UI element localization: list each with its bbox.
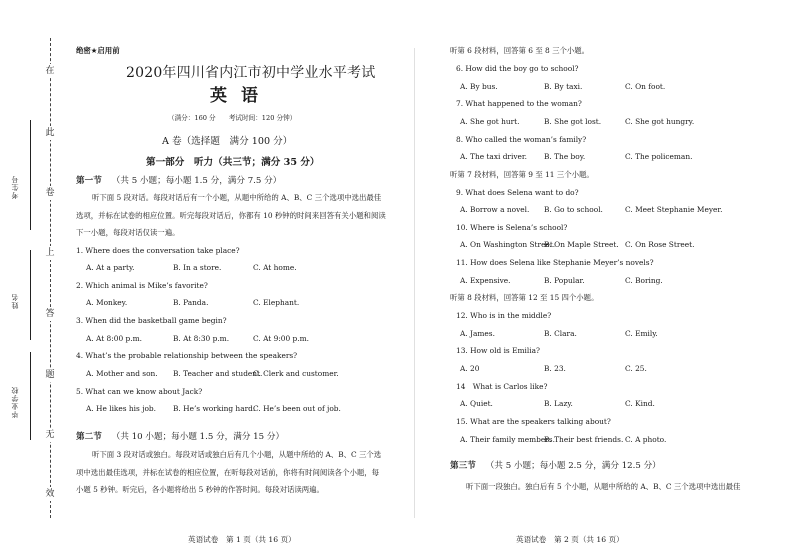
q12-option-b[interactable]: B. Clara. xyxy=(544,329,577,338)
q6-option-c[interactable]: C. On foot. xyxy=(625,82,666,91)
page-1-footer xyxy=(188,536,296,544)
section-1-title: 第一节 xyxy=(76,176,102,186)
q13-option-c[interactable]: C. 25. xyxy=(625,364,647,373)
q8-option-c[interactable]: C. The policeman. xyxy=(625,152,693,161)
q11-option-a[interactable]: A. Expensive. xyxy=(460,276,511,285)
section-2-heading xyxy=(76,433,284,442)
section-3-heading xyxy=(450,462,661,471)
section-3-note: （共 5 小题；每小题 2.5 分，满分 12.5 分） xyxy=(485,461,661,471)
q14-option-a[interactable]: A. Quiet. xyxy=(460,399,493,408)
candidate-number-line[interactable] xyxy=(30,120,31,230)
q7-option-a[interactable]: A. She got hurt. xyxy=(460,117,520,126)
question-9: 9. What does Selena want to do? xyxy=(456,188,579,197)
candidate-number-label: 考生号 xyxy=(11,175,19,199)
q5-option-a[interactable]: A. He likes his job. xyxy=(86,404,157,413)
q8-option-b[interactable]: B. The boy. xyxy=(544,152,586,161)
q6-option-b[interactable]: B. By taxi. xyxy=(544,82,583,91)
q2-option-c[interactable]: C. Elephant. xyxy=(253,298,300,307)
group-6-intro: 听第 6 段材料，回答第 6 至 8 三个小题。 xyxy=(450,46,590,55)
question-1: 1. Where does the conversation take place? xyxy=(76,246,240,255)
binding-margin xyxy=(0,0,70,560)
school-line[interactable] xyxy=(30,352,31,440)
q4-option-a[interactable]: A. Mother and son. xyxy=(86,369,158,378)
question-14: 14 What is Carlos like? xyxy=(456,382,548,391)
q7-option-c[interactable]: C. She got hungry. xyxy=(625,117,695,126)
q15-option-a[interactable]: A. Their family members. xyxy=(460,435,555,444)
section-a-title: A 卷（选择题 满分 100 分） xyxy=(162,136,293,147)
seal-char: 效 xyxy=(43,487,57,501)
q11-option-b[interactable]: B. Popular. xyxy=(544,276,585,285)
seal-char: 上 xyxy=(43,246,57,260)
q14-option-c[interactable]: C. Kind. xyxy=(625,399,655,408)
section-2-instruction: 听下面 3 段对话或独白。每段对话或独白后有几个小题，从题中所给的 A、B、C 三个选项中选出最佳选项，并标在试卷的相应位置，在听每段对话前，你将有时间阅读各个小题，每小题 5 秒钟。听完后，各小题将给出 5 秒钟的作答时间。每段对话读两遍。 xyxy=(76,450,382,494)
question-7: 7. What happened to the woman? xyxy=(456,99,582,108)
q11-option-c[interactable]: C. Boring. xyxy=(625,276,663,285)
q13-option-a[interactable]: A. 20 xyxy=(460,364,480,373)
q6-option-a[interactable]: A. By bus. xyxy=(460,82,498,91)
seal-char: 卷 xyxy=(43,186,57,200)
question-12: 12. Who is in the middle? xyxy=(456,311,552,320)
q1-option-c[interactable]: C. At home. xyxy=(253,263,297,272)
seal-char: 题 xyxy=(43,368,57,382)
part-one-title: 第一部分 听力（共三节；满分 35 分） xyxy=(146,157,320,168)
question-15: 15. What are the speakers talking about? xyxy=(456,417,611,426)
page-divider xyxy=(414,48,415,518)
exam-title: 2020年四川省内江市初中学业水平考试 xyxy=(126,65,376,81)
section-3-instruction: 听下面一段独白。独白后有 5 个小题，从题中所给的 A、B、C 三个选项中选出最佳 xyxy=(466,482,741,491)
footer-page: 第 2 页（共 16 页） xyxy=(553,535,624,544)
page-2-footer xyxy=(516,536,624,544)
q5-option-b[interactable]: B. He’s working hard. xyxy=(173,404,256,413)
q3-option-b[interactable]: B. At 8:30 p.m. xyxy=(173,334,230,343)
question-11: 11. How does Selena like Stephanie Meyer’s novels? xyxy=(456,258,654,267)
seal-char: 在 xyxy=(43,64,57,78)
question-13: 13. How old is Emilia? xyxy=(456,346,540,355)
q3-option-a[interactable]: A. At 8:00 p.m. xyxy=(86,334,142,343)
group-8-intro: 听第 8 段材料，回答第 12 至 15 四个小题。 xyxy=(450,293,599,302)
question-3: 3. When did the basketball game begin? xyxy=(76,316,227,325)
q1-option-b[interactable]: B. In a store. xyxy=(173,263,222,272)
question-10: 10. Where is Selena’s school? xyxy=(456,223,568,232)
top-secret-mark: 绝密★启用前 xyxy=(76,46,120,55)
seal-char: 答 xyxy=(43,307,57,321)
q9-option-a[interactable]: A. Borrow a novel. xyxy=(460,205,530,214)
q14-option-b[interactable]: B. Lazy. xyxy=(544,399,573,408)
q15-option-b[interactable]: B. Their best friends. xyxy=(544,435,624,444)
seal-dashed-line xyxy=(50,38,51,518)
question-5: 5. What can we know about Jack? xyxy=(76,387,203,396)
q3-option-c[interactable]: C. At 9:00 p.m. xyxy=(253,334,309,343)
question-2: 2. Which animal is Mike’s favorite? xyxy=(76,281,208,290)
section-2-note: （共 10 小题；每小题 1.5 分，满分 15 分） xyxy=(111,432,285,442)
q2-option-b[interactable]: B. Panda. xyxy=(173,298,209,307)
q2-option-a[interactable]: A. Monkey. xyxy=(86,298,128,307)
section-1-note: （共 5 小题；每小题 1.5 分，满分 7.5 分） xyxy=(111,176,282,186)
seal-char: 此 xyxy=(43,126,57,140)
q1-option-a[interactable]: A. At a party. xyxy=(86,263,135,272)
section-2-title: 第二节 xyxy=(76,432,102,442)
q9-option-b[interactable]: B. Go to school. xyxy=(544,205,603,214)
school-label: 毕业学校 xyxy=(11,386,19,418)
q8-option-a[interactable]: A. The taxi driver. xyxy=(460,152,527,161)
question-4: 4. What’s the probable relationship between the speakers? xyxy=(76,351,298,360)
question-8: 8. Who called the woman’s family? xyxy=(456,135,587,144)
q4-option-b[interactable]: B. Teacher and student. xyxy=(173,369,263,378)
name-line[interactable] xyxy=(30,250,31,340)
q7-option-b[interactable]: B. She got lost. xyxy=(544,117,602,126)
q10-option-a[interactable]: A. On Washington Street. xyxy=(460,240,556,249)
section-1-heading xyxy=(76,177,281,186)
group-7-intro: 听第 7 段材料，回答第 9 至 11 三个小题。 xyxy=(450,170,594,179)
section-3-title: 第三节 xyxy=(450,461,476,471)
exam-meta: （满分：160 分 考试时间：120 分钟） xyxy=(168,114,297,122)
seal-char: 无 xyxy=(43,428,57,442)
subject-title: 英语 xyxy=(210,86,272,106)
question-6: 6. How did the boy go to school? xyxy=(456,64,579,73)
q5-option-c[interactable]: C. He’s been out of job. xyxy=(253,404,341,413)
q15-option-c[interactable]: C. A photo. xyxy=(625,435,667,444)
q10-option-b[interactable]: B. On Maple Street. xyxy=(544,240,619,249)
footer-subject: 英语试卷 xyxy=(516,535,547,544)
q9-option-c[interactable]: C. Meet Stephanie Meyer. xyxy=(625,205,723,214)
footer-subject: 英语试卷 xyxy=(188,535,219,544)
q13-option-b[interactable]: B. 23. xyxy=(544,364,566,373)
q10-option-c[interactable]: C. On Rose Street. xyxy=(625,240,695,249)
section-1-instruction: 听下面 5 段对话。每段对话后有一个小题，从题中所给的 A、B、C 三个选项中选出最佳选项，并标在试卷的相应位置。听完每段对话后，你都有 10 秒钟的时间来回答有关小题和阅读下一小题，每段对话仅读一遍。 xyxy=(76,193,386,237)
q12-option-a[interactable]: A. James. xyxy=(460,329,495,338)
q12-option-c[interactable]: C. Emily. xyxy=(625,329,658,338)
q4-option-c[interactable]: C. Clerk and customer. xyxy=(253,369,339,378)
footer-page: 第 1 页（共 16 页） xyxy=(225,535,296,544)
name-label: 姓名 xyxy=(11,293,19,309)
